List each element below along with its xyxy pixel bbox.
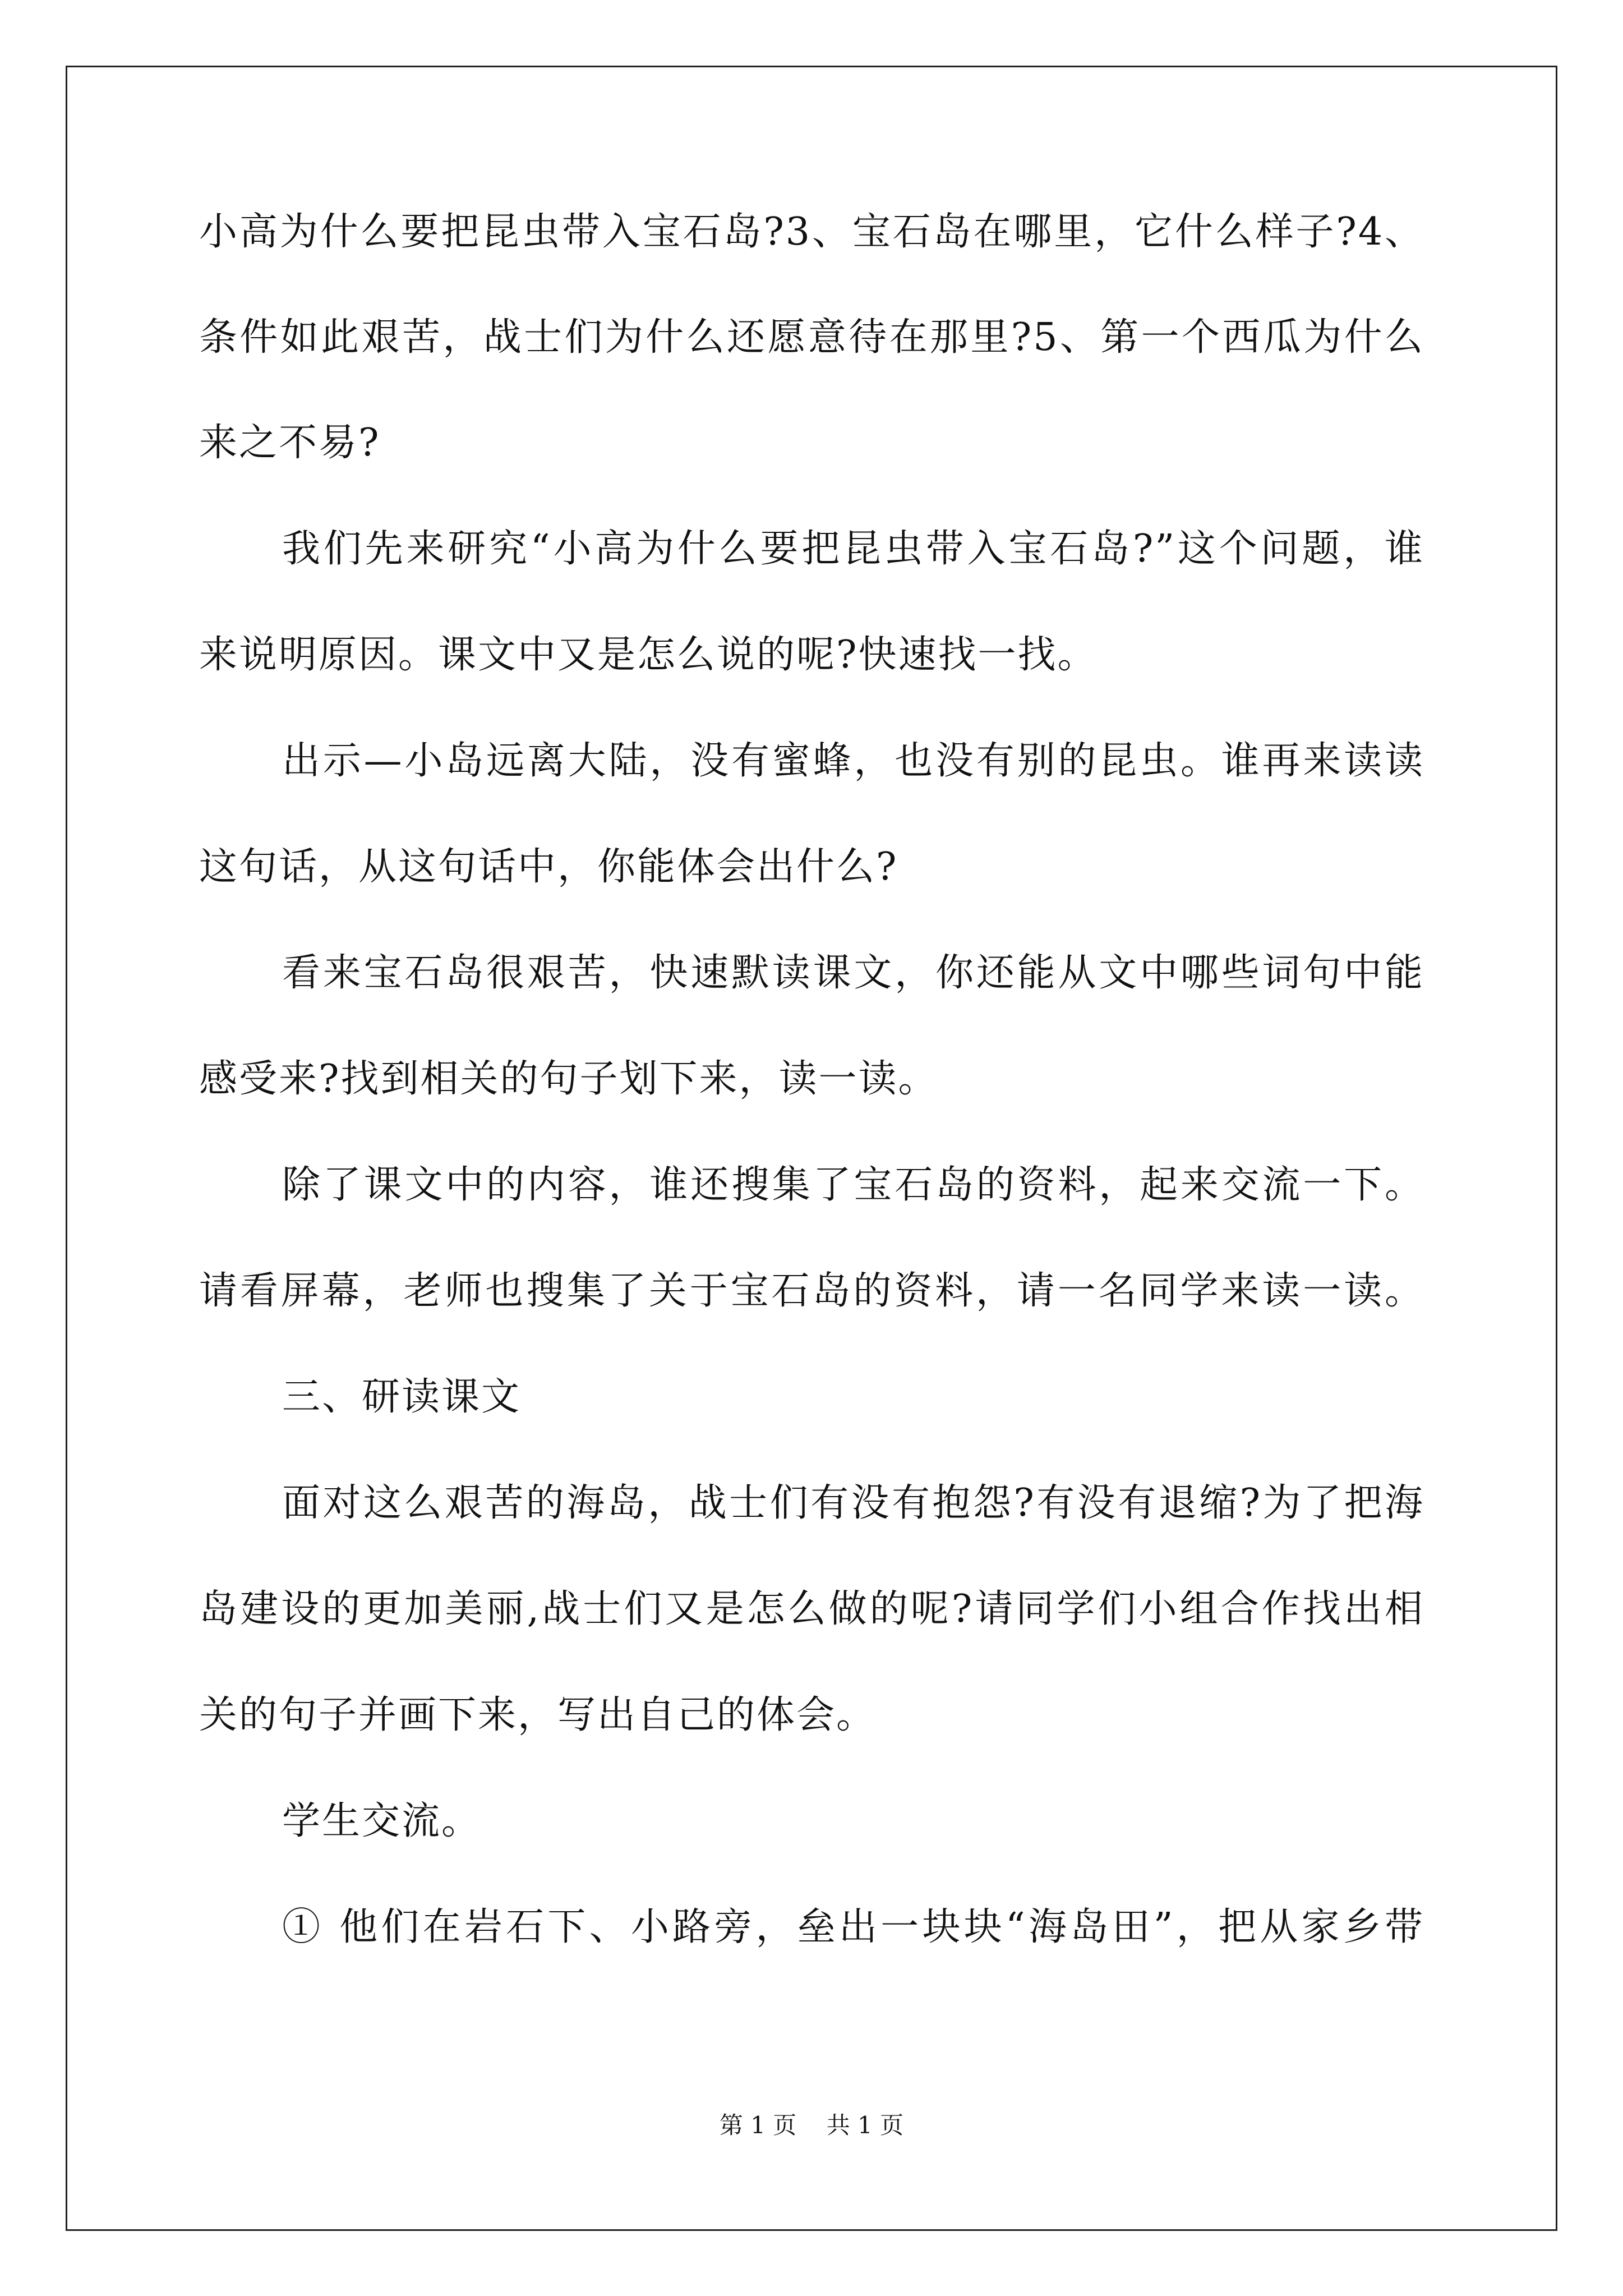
text-line-10: 除了课文中的内容，谁还搜集了宝石岛的资料，起来交流一下。 <box>282 1163 1424 1207</box>
text-line-3: 来之不易? <box>199 421 381 465</box>
text-line-1: 小高为什么要把昆虫带入宝石岛?3、宝石岛在哪里，它什么样子?4、 <box>199 210 1424 254</box>
text-line-17: ① 他们在岩石下、小路旁，垒出一块块“海岛田”，把从家乡带 <box>282 1905 1424 1949</box>
text-line-16: 学生交流。 <box>282 1799 482 1843</box>
text-line-13: 面对这么艰苦的海岛，战士们有没有抱怨?有没有退缩?为了把海 <box>282 1481 1424 1525</box>
text-line-11: 请看屏幕，老师也搜集了关于宝石岛的资料，请一名同学来读一读。 <box>199 1269 1424 1313</box>
text-line-4: 我们先来研究“小高为什么要把昆虫带入宝石岛?”这个问题，谁 <box>282 527 1424 571</box>
page-footer: 第 1 页 共 1 页 <box>719 2111 904 2139</box>
text-line-7: 这句话，从这句话中，你能体会出什么? <box>199 845 898 889</box>
section-heading: 三、研读课文 <box>282 1375 522 1419</box>
text-line-14: 岛建设的更加美丽,战士们又是怎么做的呢?请同学们小组合作找出相 <box>199 1587 1424 1631</box>
text-line-8: 看来宝石岛很艰苦，快速默读课文，你还能从文中哪些词句中能 <box>282 951 1424 995</box>
text-line-2: 条件如此艰苦，战士们为什么还愿意待在那里?5、第一个西瓜为什么 <box>199 315 1424 360</box>
text-line-15: 关的句子并画下来，写出自己的体会。 <box>199 1693 877 1737</box>
text-line-6: 出示—小岛远离大陆，没有蜜蜂，也没有别的昆虫。谁再来读读 <box>282 739 1424 783</box>
text-line-9: 感受来?找到相关的句子划下来，读一读。 <box>199 1057 938 1101</box>
text-line-5: 来说明原因。课文中又是怎么说的呢?快速找一找。 <box>199 633 1098 677</box>
